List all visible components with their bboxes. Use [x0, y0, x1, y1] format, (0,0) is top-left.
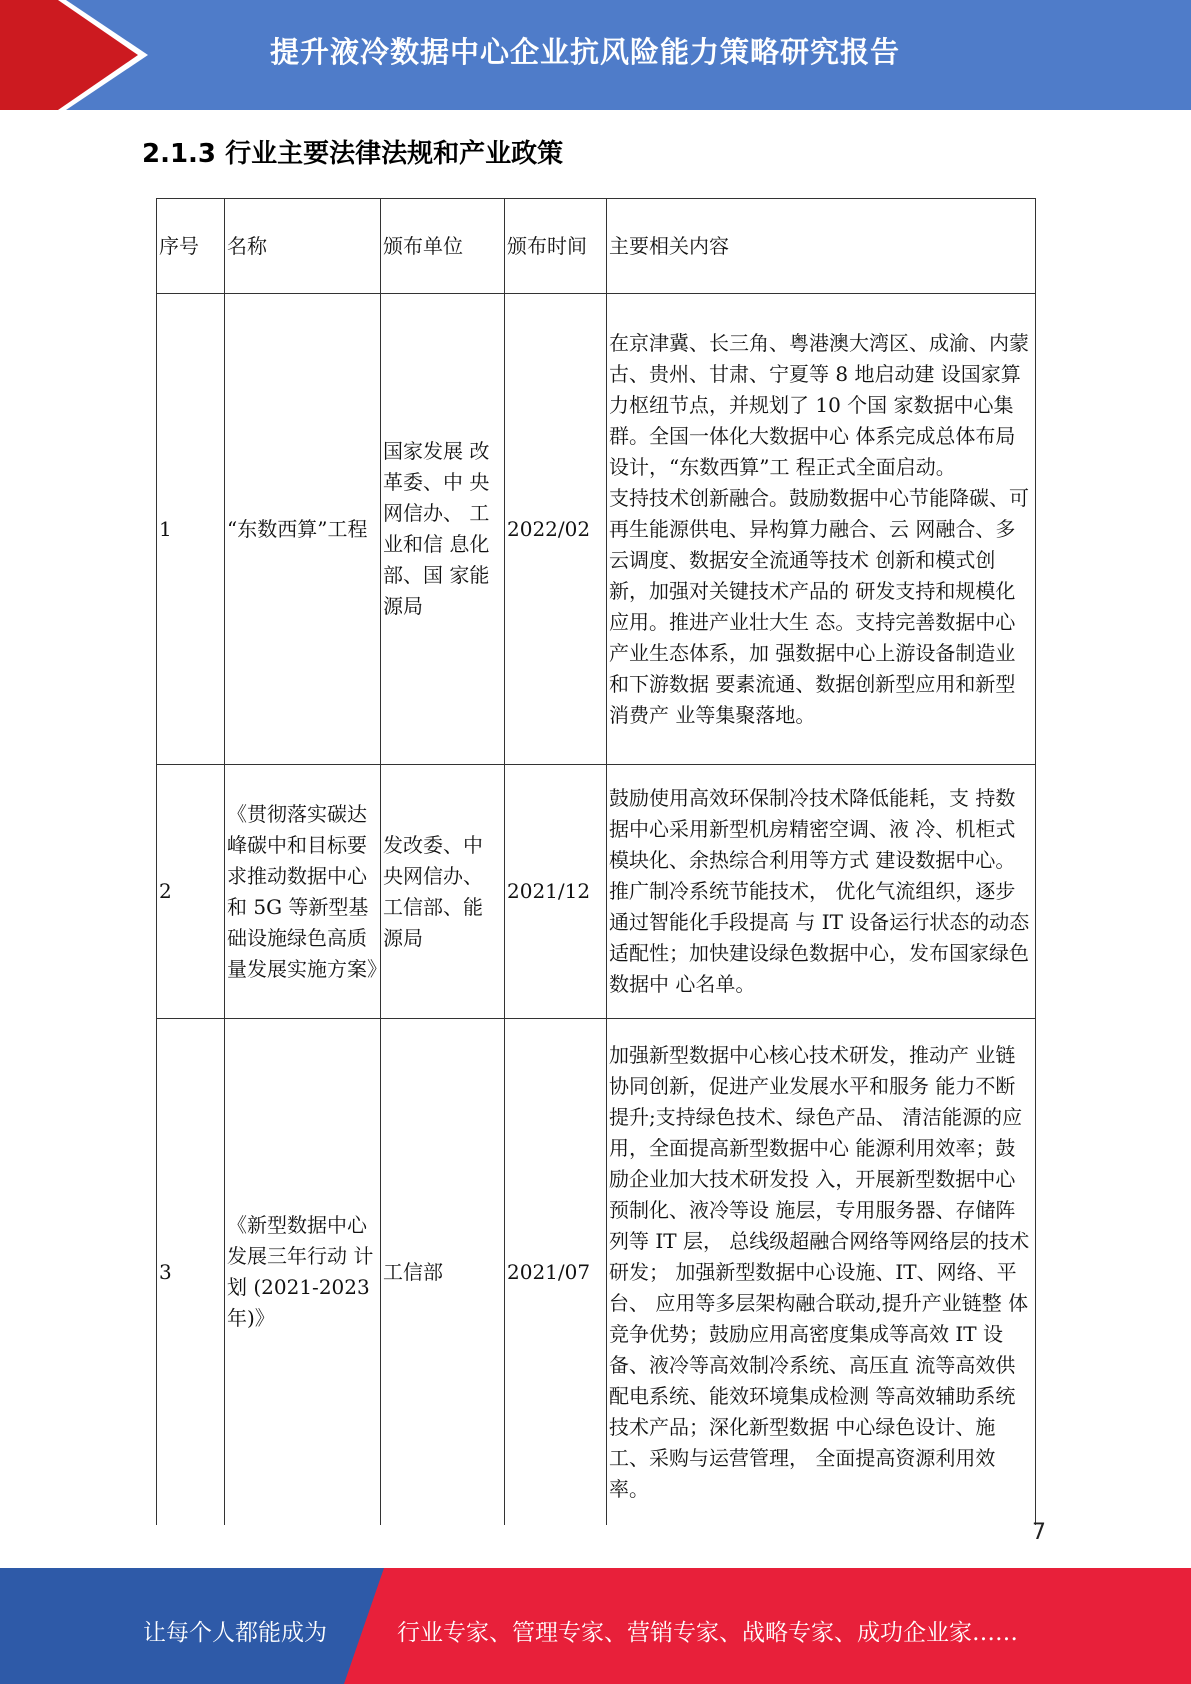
regulations-table [156, 198, 1036, 1525]
row-number: 2 [157, 765, 225, 1019]
table-row [157, 765, 1036, 1019]
policy-name: 《新型数据中心发展三年行动 计划 (2021-2023 年)》 [225, 1019, 381, 1526]
table-row [157, 294, 1036, 765]
issue-date: 2021/07 [505, 1019, 607, 1526]
issue-date: 2022/02 [505, 294, 607, 765]
issue-date: 2021/12 [505, 765, 607, 1019]
column-header-name: 名称 [225, 199, 381, 294]
row-number: 3 [157, 1019, 225, 1526]
column-header-issuer: 颁布单位 [381, 199, 505, 294]
header-red-arrow-decoration [0, 0, 150, 110]
issuing-authority: 发改委、中央网信办、工信部、能源局 [381, 765, 505, 1019]
row-number: 1 [157, 294, 225, 765]
footer-slogan-left: 让每个人都能成为 [143, 1620, 327, 1646]
issuing-authority: 国家发展 改革委、中 央网信办、 工业和信 息化部、国 家能源局 [381, 294, 505, 765]
report-title: 提升液冷数据中心企业抗风险能力策略研究报告 [270, 35, 901, 69]
section-heading: 2.1.3 行业主要法律法规和产业政策 [142, 139, 564, 169]
policy-name: 《贯彻落实碳达峰碳中和目标要求推动数据中心和 5G 等新型基础设施绿色高质量发展实施方案》 [225, 765, 381, 1019]
column-header-content: 主要相关内容 [607, 199, 1036, 294]
table-header-row [157, 199, 1036, 294]
footer-slogan-right: 行业专家、管理专家、营销专家、战略专家、成功企业家…… [397, 1620, 1018, 1646]
policy-content: 加强新型数据中心核心技术研发，推动产 业链协同创新，促进产业发展水平和服务 能力不断提升;支持绿色技术、绿色产品、 清洁能源的应用，全面提高新型数据中心 能源利用效率；鼓励企业加大技术研发投 入，开展新型数据中心预制化、液冷等设 施层，专用服务器、存储阵列等 IT 层， 总线级超融合网络等网络层的技术研发； 加强新型数据中心设施、IT、网络、平台、 应用等多层架构融合联动,提升产业链整 体竞争优势；鼓励应用高密度集成等高效 IT 设备、液冷等高效制冷系统、高压直 流等高效供配电系统、能效环境集成检测 等高效辅助系统技术产品；深化新型数据 中心绿色设计、施工、采购与运营管理， 全面提高资源利用效率。 [607, 1019, 1036, 1526]
page-header [0, 0, 1191, 110]
policy-name: “东数西算”工程 [225, 294, 381, 765]
column-header-no: 序号 [157, 199, 225, 294]
policy-content: 鼓励使用高效环保制冷技术降低能耗，支 持数据中心采用新型机房精密空调、液 冷、机柜式模块化、余热综合利用等方式 建设数据中心。推广制冷系统节能技术， 优化气流组织，逐步通过智能化手段提高 与 IT 设备运行状态的动态适配性；加快建设绿色数据中心，发布国家绿色数据中 心名单。 [607, 765, 1036, 1019]
table-row [157, 1019, 1036, 1526]
page-number: 7 [1032, 1520, 1046, 1545]
policy-content: 在京津冀、长三角、粤港澳大湾区、成渝、内蒙古、贵州、甘肃、宁夏等 8 地启动建 设国家算力枢纽节点，并规划了 10 个国 家数据中心集群。全国一体化大数据中心 体系完成总体布局设计，“东数西算”工 程正式全面启动。 支持技术创新融合。鼓励数据中心节能降碳、可再生能源供电、异构算力融合、云 网融合、多云调度、数据安全流通等技术 创新和模式创新，加强对关键技术产品的 研发支持和规模化应用。推进产业壮大生 态。支持完善数据中心产业生态体系，加 强数据中心上游设备制造业和下游数据 要素流通、数据创新型应用和新型消费产 业等集聚落地。 [607, 294, 1036, 765]
page-footer [0, 1568, 1191, 1684]
issuing-authority: 工信部 [381, 1019, 505, 1526]
column-header-date: 颁布时间 [505, 199, 607, 294]
